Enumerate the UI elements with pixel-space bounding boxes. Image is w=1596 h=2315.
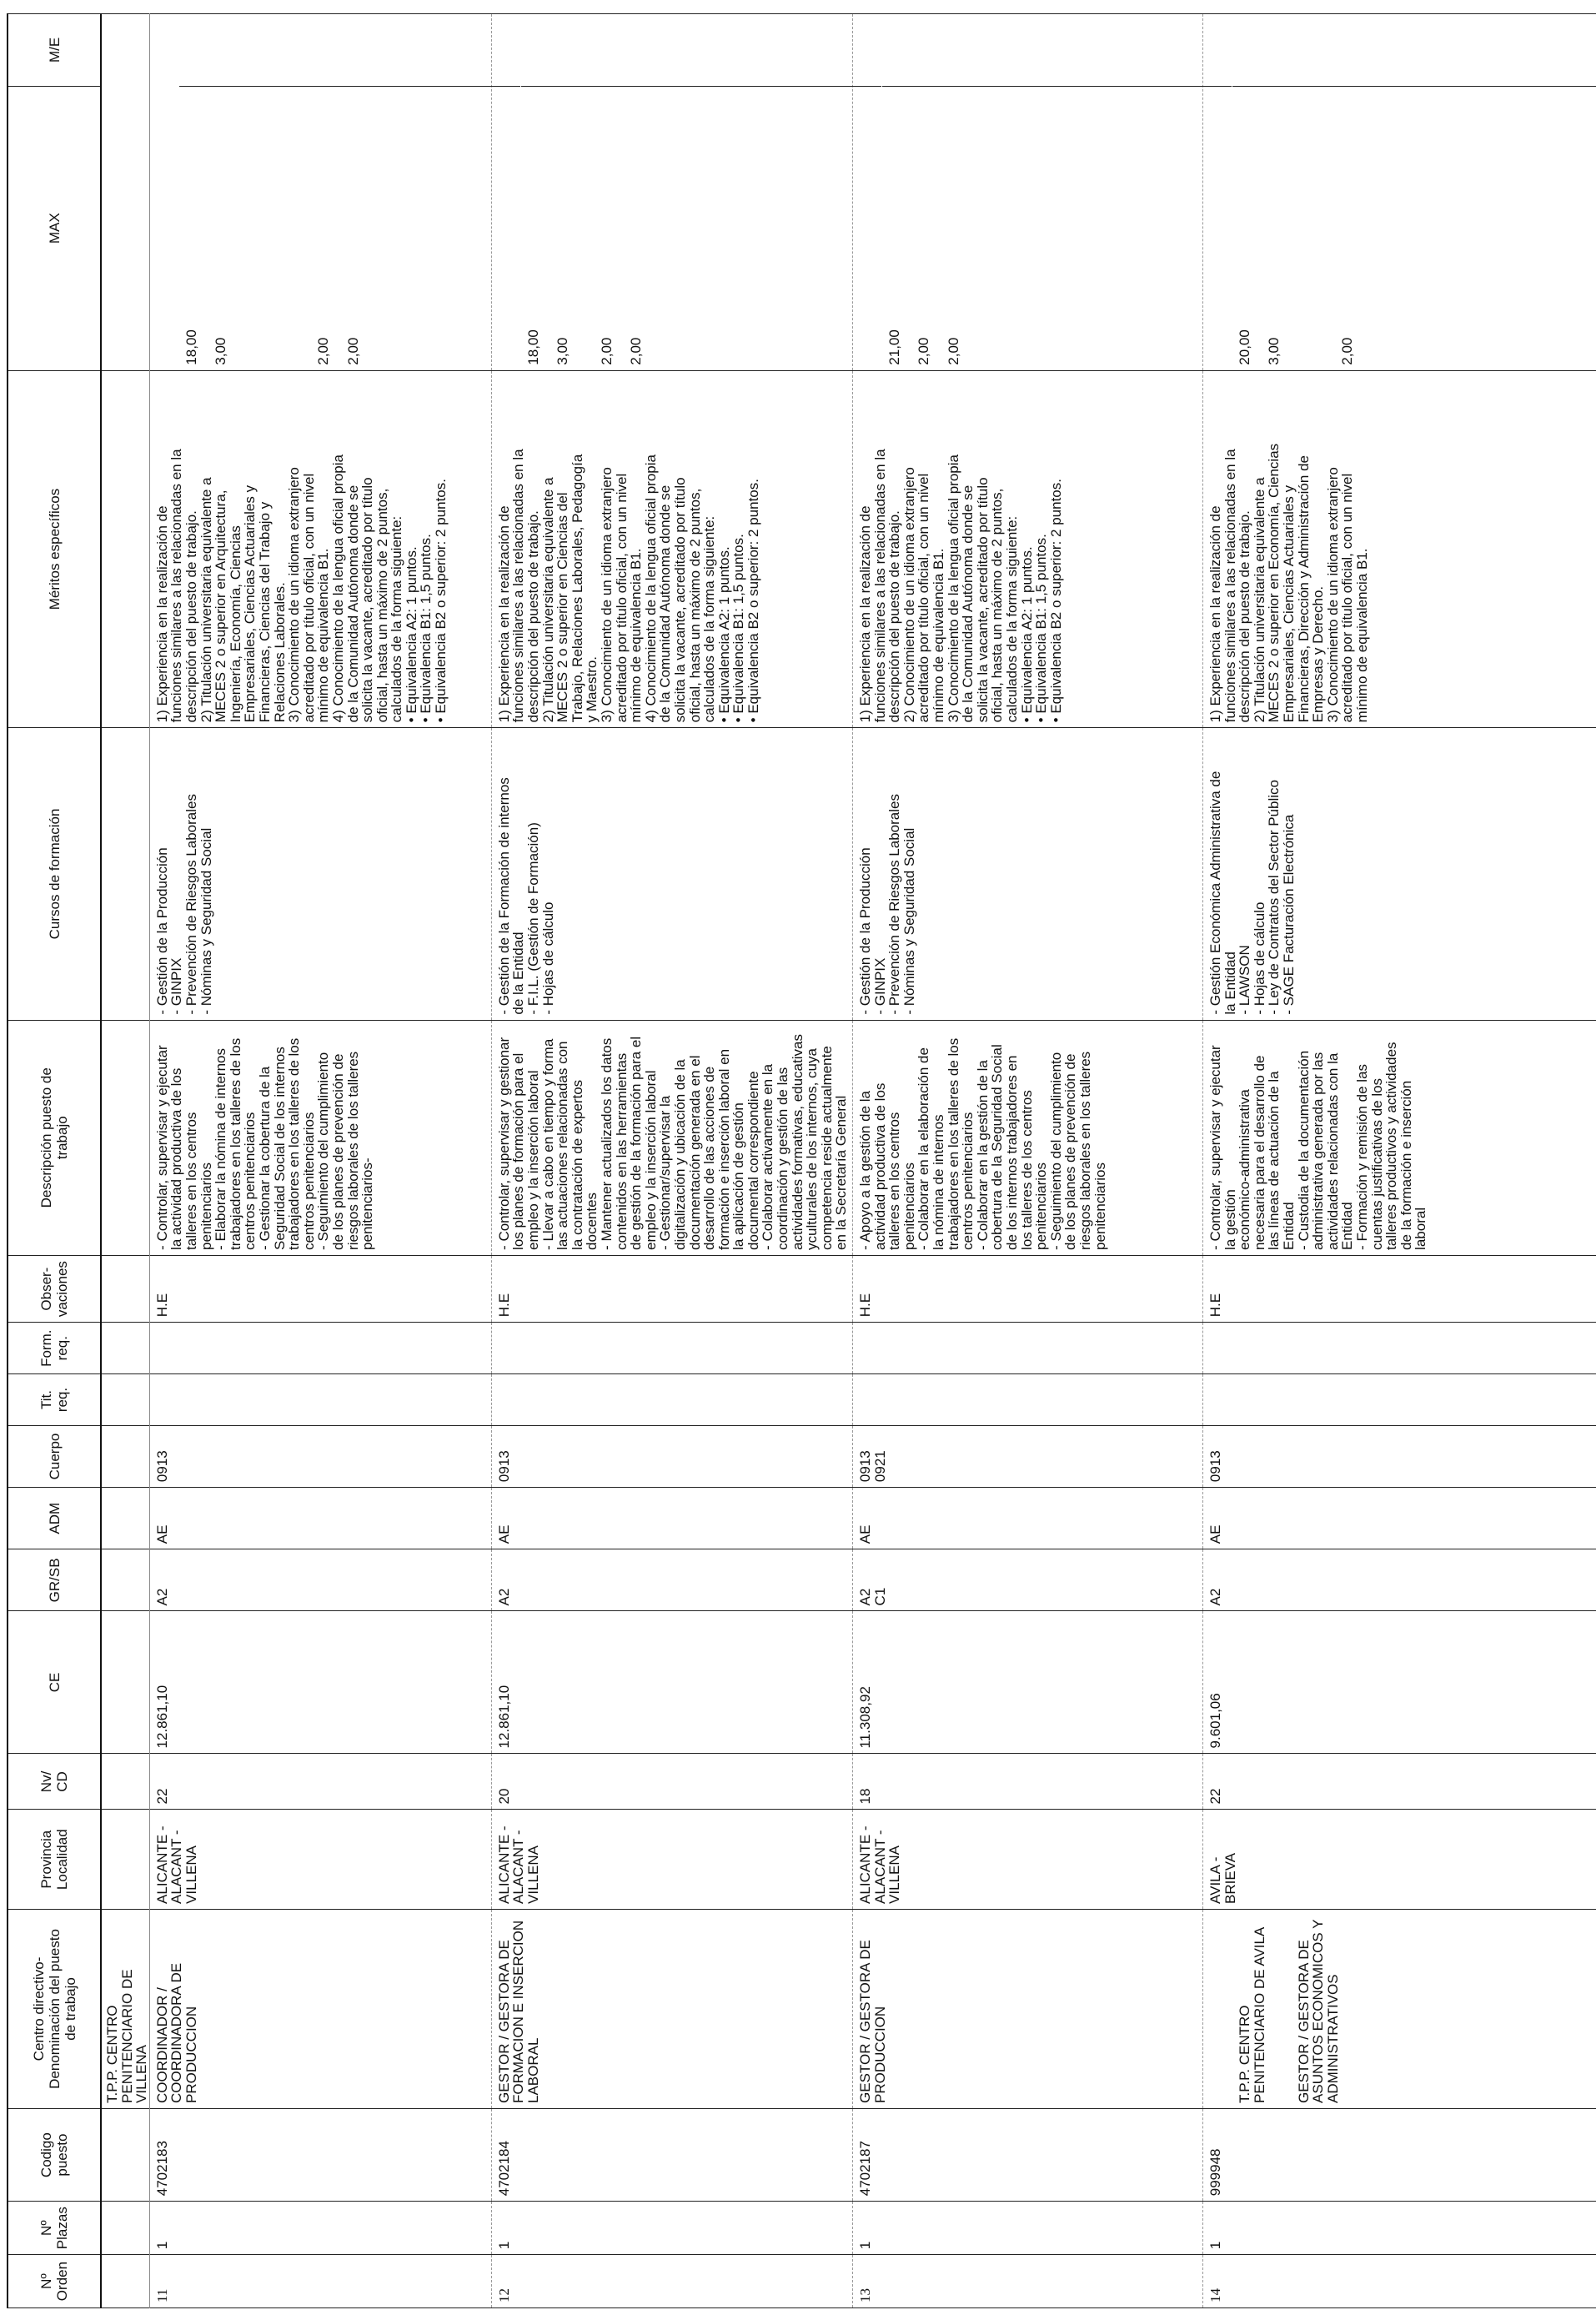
cursos-cell: - Gestión de la Producción - GINPIX - Prevención de Riesgos Laborales - Nóminas y Seguridad Social (149, 728, 491, 1020)
center-avila: T.P.P. CENTRO PENITENCIARIO DE AVILA (1237, 1926, 1267, 2103)
grsb-cell: A2 (149, 1549, 491, 1611)
cursos-cell: - Gestión de la Producción - GINPIX - Prevención de Riesgos Laborales - Nóminas y Seguridad Social (853, 728, 1203, 1020)
descripcion-cell: - Controlar, supervisar y gestionar los planes de formación para el empleo y la inserción laboral - Llevar a cabo en tiempo y forma las actuaciones relacionadas con la contratación de expertos docentes - Mantener actualizados los datos contenidos en las herramientas de gestión de la formación para el empleo y la inserción laboral - Gestionar/supervisar la digitalización y ubicación de la documentación generada en el desarrollo de las acciones de formación e inserción laboral en la aplicación de gestión documental correspondiente - Colaborar activamente en la coordinación y gestión de las actividades formativas, educativas yculturales de los internos, cuya competencia reside actualmente en la Secretaría General (491, 1020, 852, 1255)
orden-cell: 14 (1203, 2255, 1596, 2308)
col-codigo: Codigo puesto (8, 2108, 101, 2201)
tit-cell (1203, 1374, 1596, 1426)
nv-cell: 20 (491, 1754, 852, 1810)
meritos-cell: 1) Experiencia en la realización de funciones similares a las relacionadas en la descripción del puesto de trabajo. 2) Conocimiento de un idioma extranjero acreditado por título oficial, con un nivel mínimo de equivalencia B1. 3) Conocimiento de la lengua oficial propia de la Comunidad Autónoma donde se solicita la vacante, acreditado por título oficial, hasta un máximo de 2 puntos, calculados de la forma siguiente: • Equivalencia A2: 1 puntos. • Equivalencia B1: 1,5 puntos. • Equivalencia B2 o superior: 2 puntos. (853, 370, 1203, 728)
max-cell (491, 14, 852, 371)
table-row (149, 14, 491, 2308)
col-me: M/E (46, 37, 63, 63)
col-descripcion: Descripción puesto de trabajo (8, 1020, 101, 1255)
max-cell (149, 14, 491, 371)
nv-cell: 22 (149, 1754, 491, 1810)
puesto-cell-wrap (1203, 1909, 1596, 2108)
meritos-cell: 1) Experiencia en la realización de funciones similares a las relacionadas en la descripción del puesto de trabajo. 2) Titulación universitaria equivalente a MECES 2 o superior en Economía, Ciencias Empresariales, Ciencias Actuariales y Financieras, Dirección y Administración de Empresas y Derecho. 3) Conocimiento de un idioma extranjero acreditado por título oficial, con un nivel mínimo de equivalencia B1. (1203, 370, 1596, 728)
col-provincia: Provincia Localidad (8, 1810, 101, 1910)
col-tit: Tit. req. (8, 1374, 101, 1426)
grsb-cell: A2 C1 (853, 1549, 1203, 1611)
positions-table (7, 13, 1596, 2308)
meritos-cell: 1) Experiencia en la realización de funciones similares a las relacionadas en la descripción del puesto de trabajo. 2) Titulación universitaria equivalente a MECES 2 o superior en Arquitectura, Ingeniería, Economía, Ciencias Empresariales, Ciencias Actuariales y Financieras, Ciencias del Trabajo y Relaciones Laborales. 3) Conocimiento de un idioma extranjero acreditado por título oficial, con un nivel mínimo de equivalencia B1. 4) Conocimiento de la lengua oficial propia de la Comunidad Autónoma donde se solicita la vacante, acreditado por título oficial, hasta un máximo de 2 puntos, calculados de la forma siguiente: • Equivalencia A2: 1 puntos. • Equivalencia B1: 1,5 puntos. • Equivalencia B2 o superior: 2 puntos. (149, 370, 491, 728)
cursos-cell: - Gestión de la Formación de internos de la Entidad - F.I.L. (Gestión de Formación) - Hojas de cálculo (491, 728, 852, 1020)
obs-cell: H.E (853, 1255, 1203, 1322)
codigo-cell: 4702184 (491, 2108, 852, 2201)
cuerpo-cell: 0913 (1203, 1425, 1596, 1487)
col-orden: Nº Orden (8, 2255, 101, 2308)
provincia-cell: ALICANTE - ALACANT - VILLENA (149, 1810, 491, 1910)
ce-cell: 11.308,92 (853, 1611, 1203, 1754)
max-values: 21,00 2,00 2,00 (882, 86, 1232, 370)
ce-cell: 12.861,10 (149, 1611, 491, 1754)
provincia-cell: ALICANTE - ALACANT - VILLENA (853, 1810, 1203, 1910)
orden-cell: 13 (853, 2255, 1203, 2308)
col-plazas: Nº Plazas (8, 2202, 101, 2255)
codigo-cell: 4702183 (149, 2108, 491, 2201)
provincia-cell: AVILA - BRIEVA (1203, 1810, 1596, 1910)
col-cuerpo: Cuerpo (8, 1425, 101, 1487)
me-values (521, 14, 881, 86)
plazas-cell: 1 (149, 2202, 491, 2255)
adm-cell: AE (149, 1488, 491, 1549)
col-adm: ADM (8, 1488, 101, 1549)
orden-cell: 11 (149, 2255, 491, 2308)
col-centro: Centro directivo- Denominación del puesto de trabajo (8, 1909, 101, 2108)
descripcion-cell: - Controlar, supervisar y ejecutar la gestión económico-administrativa necesaria para el desarrollo de las líneas de actuación de la Entidad - Custodia de la documentación administrativa generada por las actividades relacionadas con la Entidad - Formación y remisión de las cuentas justificativas de los talleres productivos y actividades de la formación e inserción laboral (1203, 1020, 1596, 1255)
ce-cell: 12.861,10 (491, 1611, 852, 1754)
adm-cell: AE (1203, 1488, 1596, 1549)
col-cursos: Cursos de formación (8, 728, 101, 1020)
cuerpo-cell: 0913 (149, 1425, 491, 1487)
col-nv: Nv/ CD (8, 1754, 101, 1810)
codigo-cell: 999948 (1203, 2108, 1596, 2201)
puesto-cell: GESTOR / GESTORA DE PRODUCCION (853, 1909, 1203, 2108)
cursos-cell: - Gestión Económica Administrativa de la Entidad - LAWSON - Hojas de cálculo - Ley de Contratos del Sector Público - SAGE Facturación Electrónica (1203, 728, 1596, 1020)
tit-cell (149, 1374, 491, 1426)
max-values: 18,00 3,00 2,00 2,00 (521, 86, 881, 370)
orden-cell: 12 (491, 2255, 852, 2308)
nv-cell: 18 (853, 1754, 1203, 1810)
tit-cell (853, 1374, 1203, 1426)
puesto-cell: GESTOR / GESTORA DE ASUNTOS ECONOMICOS Y ADMINISTRATIVOS (1295, 1919, 1341, 2103)
meritos-cell: 1) Experiencia en la realización de funciones similares a las relacionadas en la descripción del puesto de trabajo. 2) Titulación universitaria equivalente a MECES 2 o superior en Ciencias del Trabajo, Relaciones Laborales, Pedagogía y Maestro. 3) Conocimiento de un idioma extranjero acreditado por título oficial, con un nivel mínimo de equivalencia B1. 4) Conocimiento de la lengua oficial propia de la Comunidad Autónoma donde se solicita la vacante, acreditado por título oficial, hasta un máximo de 2 puntos, calculados de la forma siguiente: • Equivalencia A2: 1 puntos. • Equivalencia B1: 1,5 puntos. • Equivalencia B2 o superior: 2 puntos. (491, 370, 852, 728)
cuerpo-cell: 0913 0921 (853, 1425, 1203, 1487)
puesto-cell: COORDINADOR / COORDINADORA DE PRODUCCION (149, 1909, 491, 2108)
table-row (853, 14, 1203, 2308)
header-row (8, 14, 101, 2308)
col-max: MAX (8, 86, 100, 370)
me-values (1232, 14, 1596, 86)
col-ce: CE (8, 1611, 101, 1754)
col-form: Form. req. (8, 1323, 101, 1374)
descripcion-cell: - Controlar, supervisar y ejecutar la actividad productiva de los talleres en los centros penitenciarios - Elaborar la nómina de internos trabajadores en los talleres de los centros penitenciarios - Gestionar la cobertura de la Seguridad Social de los internos trabajadores en los talleres de los centros penitenciarios - Seguimiento del cumplimiento de los planes de prevención de riesgos laborales de los talleres penitenciarios- (149, 1020, 491, 1255)
form-cell (491, 1323, 852, 1374)
max-cell (1203, 14, 1596, 371)
form-cell (1203, 1323, 1596, 1374)
adm-cell: AE (853, 1488, 1203, 1549)
form-cell (853, 1323, 1203, 1374)
nv-cell: 22 (1203, 1754, 1596, 1810)
center-villena: T.P.P. CENTRO PENITENCIARIO DE VILLENA (101, 1909, 149, 2108)
provincia-cell: ALICANTE - ALACANT - VILLENA (491, 1810, 852, 1910)
me-values (882, 14, 1232, 86)
descripcion-cell: - Apoyo a la gestión de la actividad productiva de los talleres en los centros penitenciarios - Colaborar en la elaboración de la nómina de internos trabajadores en los talleres de los centros penitenciarios - Colaborar en la gestión de la cobertura de la Seguridad Social de los internos trabajadores en los talleres de los centros penitenciarios - Seguimiento del cumplimiento de los planes de prevención de riesgos laborales en los talleres penitenciarios (853, 1020, 1203, 1255)
form-cell (149, 1323, 491, 1374)
max-values: 18,00 3,00 2,00 2,00 (179, 86, 520, 370)
col-grsb: GR/SB (8, 1549, 101, 1611)
col-max-me (8, 14, 101, 371)
col-obs: Obser- vaciones (8, 1255, 101, 1322)
codigo-cell: 4702187 (853, 2108, 1203, 2201)
ce-cell: 9.601,06 (1203, 1611, 1596, 1754)
tit-cell (491, 1374, 852, 1426)
puesto-cell: GESTOR / GESTORA DE FORMACION E INSERCION LABORAL (491, 1909, 852, 2108)
plazas-cell: 1 (491, 2202, 852, 2255)
grsb-cell: A2 (1203, 1549, 1596, 1611)
spacer-row (101, 14, 149, 2308)
table-row (491, 14, 852, 2308)
obs-cell: H.E (491, 1255, 852, 1322)
col-meritos: Méritos específicos (8, 370, 101, 728)
cuerpo-cell: 0913 (491, 1425, 852, 1487)
adm-cell: AE (491, 1488, 852, 1549)
plazas-cell: 1 (1203, 2202, 1596, 2255)
me-values (179, 14, 520, 86)
max-values: 20,00 3,00 2,00 (1232, 86, 1596, 370)
max-cell (853, 14, 1203, 371)
obs-cell: H.E (149, 1255, 491, 1322)
obs-cell: H.E (1203, 1255, 1596, 1322)
grsb-cell: A2 (491, 1549, 852, 1611)
plazas-cell: 1 (853, 2202, 1203, 2255)
table-row (1203, 14, 1596, 2308)
